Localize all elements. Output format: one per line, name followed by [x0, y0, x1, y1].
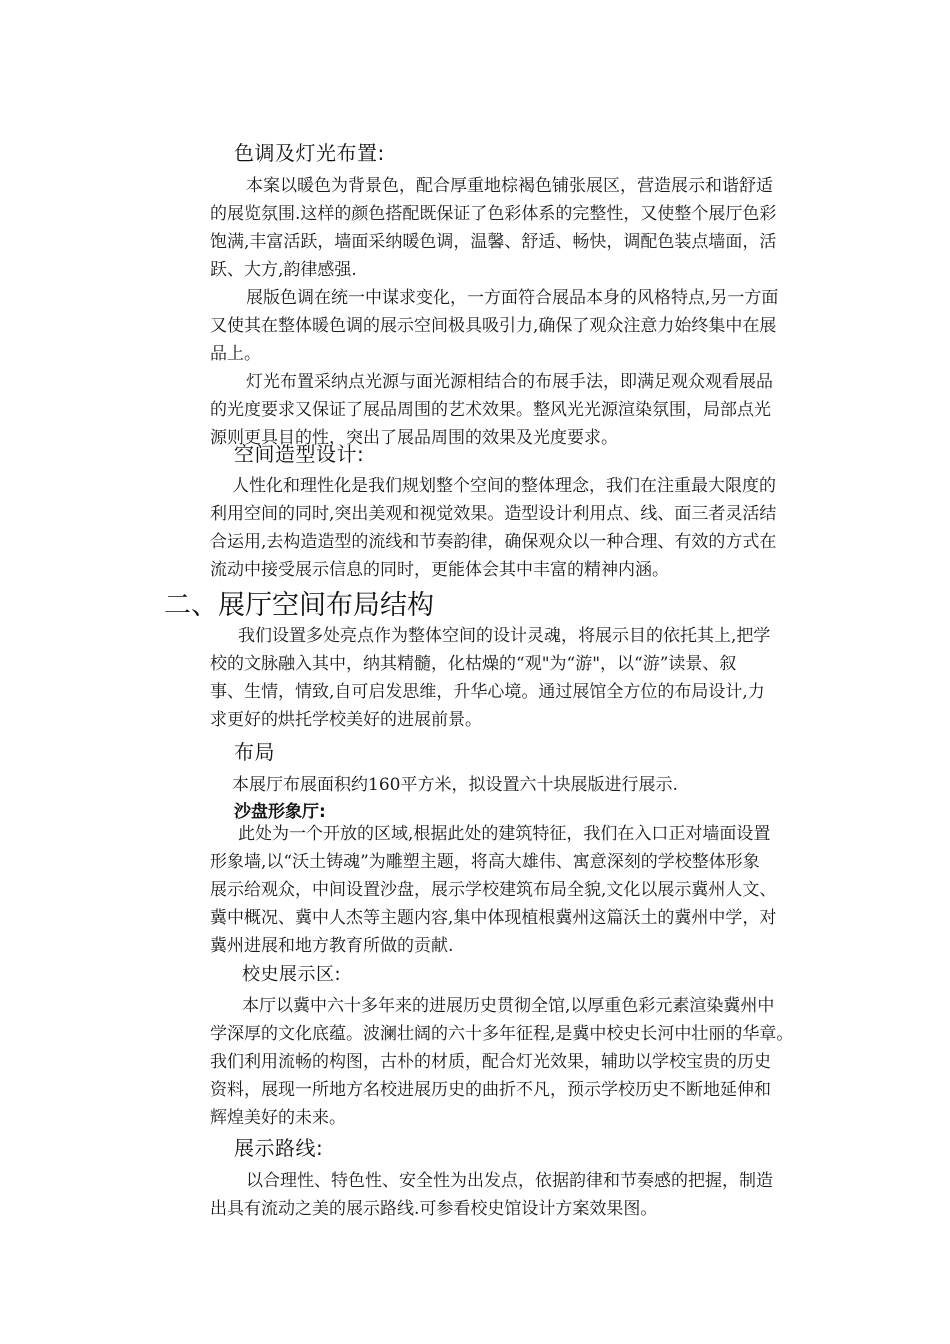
text-line: 饱满,丰富活跃，墙面采纳暖色调，温馨、舒适、畅快，调配色装点墙面，活 [210, 232, 777, 252]
paragraph-route [210, 1167, 855, 1223]
text-line: 又使其在整体暖色调的展示空间极具吸引力,确保了观众注意力始终集中在展 [210, 316, 777, 336]
text-line: 辉煌美好的未来。 [210, 1108, 346, 1128]
text-line: 合运用,去构造造型的流线和节奏韵律，确保观众以一种合理、有效的方式在 [210, 532, 777, 552]
text-line: 人性化和理性化是我们规划整个空间的整体理念，我们在注重最大限度的 [232, 476, 776, 496]
text-line: 本展厅布展面积约160平方米，拟设置六十块展版进行展示. [232, 775, 678, 795]
text-line: 品上。 [210, 344, 261, 364]
text-line: 展版色调在统一中谋求变化，一方面符合展品本身的风格特点,另一方面 [246, 288, 779, 308]
text-line: 的展览氛围.这样的颜色搭配既保证了色彩体系的完整性，又使整个展厅色彩 [210, 204, 777, 224]
heading-sandtable: 沙盘形象厅: [234, 802, 326, 822]
heading-history: 校史展示区: [242, 964, 342, 985]
text-line: 利用空间的同时,突出美观和视觉效果。造型设计利用点、线、面三者灵活结 [210, 504, 777, 524]
text-line: 事、生情，情致,自可启发思维，升华心境。通过展馆全方位的布局设计,力 [210, 682, 765, 702]
text-line: 冀中概况、冀中人杰等主题内容,集中体现植根冀州这篇沃土的冀州中学，对 [210, 908, 777, 928]
text-line: 以合理性、特色性、安全性为出发点，依据韵律和节奏感的把握，制造 [246, 1171, 773, 1191]
text-line: 出具有流动之美的展示路线.可参看校史馆设计方案效果图。 [210, 1199, 658, 1219]
text-line: 资料，展现一所地方名校进展历史的曲折不凡，预示学校历史不断地延伸和 [210, 1080, 771, 1100]
text-line: 校的文脉融入其中，纳其精髓，化枯燥的“观"为“游"，以“游”读景、叙 [210, 654, 737, 674]
text-line: 本厅以冀中六十多年来的进展历史贯彻全馆,以厚重色彩元素渲染冀州中 [242, 996, 775, 1016]
text-line: 我们利用流畅的构图，古朴的材质，配合灯光效果，辅助以学校宝贵的历史 [210, 1052, 771, 1072]
paragraph-layout-intro [210, 622, 855, 734]
paragraph-color-2 [210, 284, 855, 368]
text-line: 跃、大方,韵律感强. [210, 260, 357, 280]
text-line: 冀州进展和地方教育所做的贡献. [210, 936, 454, 956]
heading-color-lighting: 色调及灯光布置: [234, 141, 385, 165]
text-line: 求更好的烘托学校美好的进展前景。 [210, 710, 482, 730]
section-title-layout: 二、展厅空间布局结构 [164, 590, 434, 621]
text-line: 展示给观众，中间设置沙盘，展示学校建筑布局全貌,文化以展示冀州人文、 [210, 880, 777, 900]
heading-route: 展示路线: [234, 1136, 324, 1160]
text-line: 本案以暖色为背景色，配合厚重地棕褐色铺张展区，营造展示和谐舒适 [246, 176, 773, 196]
text-line: 此处为一个开放的区域,根据此处的建筑特征，我们在入口正对墙面设置 [238, 824, 771, 844]
paragraph-layout [210, 771, 855, 799]
text-line: 学深厚的文化底蕴。波澜壮阔的六十多年征程,是冀中校史长河中壮丽的华章。 [210, 1024, 794, 1044]
text-line: 灯光布置采纳点光源与面光源相结合的布展手法，即满足观众观看展品 [246, 372, 773, 392]
text-line: 流动中接受展示信息的同时，更能体会其中丰富的精神内涵。 [210, 560, 669, 580]
paragraph-color-1 [210, 172, 855, 284]
heading-layout: 布局 [234, 740, 275, 764]
paragraph-space-design [210, 472, 855, 584]
text-line: 的光度要求又保证了展品周围的艺术效果。整风光光源渲染氛围，局部点光 [210, 400, 771, 420]
paragraph-sandtable [210, 820, 855, 960]
paragraph-history [210, 992, 855, 1132]
text-line: 形象墙,以“沃土铸魂”为雕塑主题，将高大雄伟、寓意深刻的学校整体形象 [210, 852, 760, 872]
text-line: 源则更具目的性，突出了展品周围的效果及光度要求。 [210, 428, 618, 448]
text-line: 我们设置多处亮点作为整体空间的设计灵魂，将展示目的依托其上,把学 [238, 626, 771, 646]
heading-space-design: 空间造型设计: [234, 442, 365, 466]
